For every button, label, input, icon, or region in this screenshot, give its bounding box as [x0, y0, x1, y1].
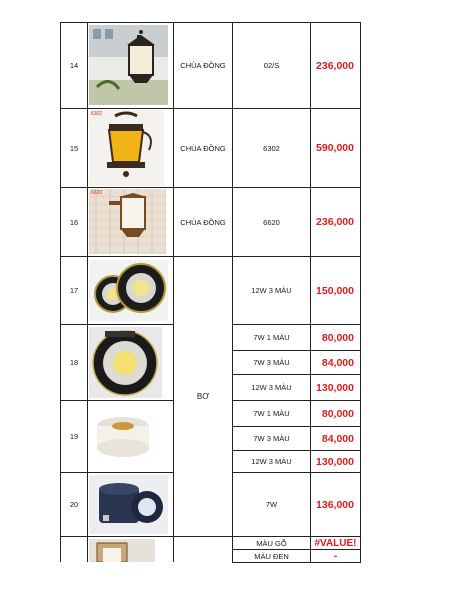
category-cell: CHÙA ĐỒNG	[180, 61, 226, 70]
price-cell: 84,000	[321, 356, 354, 369]
spec-cell: MÀU ĐEN	[254, 551, 289, 561]
spec-cell: 7W 3 MÀU	[253, 358, 290, 367]
row-number: 18	[69, 358, 79, 367]
wall-lantern-image	[89, 25, 168, 105]
row-number: 14	[69, 61, 79, 70]
downlight-image	[89, 327, 162, 398]
row-number: 15	[69, 143, 79, 153]
row-number: 17	[69, 286, 79, 295]
spec-cell: 12W 3 MÀU	[251, 383, 292, 392]
price-cell: 130,000	[316, 455, 354, 468]
spec-cell: 7W	[265, 500, 278, 509]
spec-cell: MÀU GỖ	[256, 538, 287, 548]
price-cell: 236,000	[316, 59, 354, 72]
category-cell: CHÙA ĐỒNG	[180, 217, 226, 227]
spec-cell: 6620	[263, 217, 280, 227]
price-cell: 80,000	[321, 407, 354, 420]
merged-category-cell: BƠ	[196, 392, 210, 401]
category-cell: CHÙA ĐỒNG	[180, 143, 226, 153]
price-cell: #VALUE!	[314, 537, 357, 549]
spec-cell: 7W 1 MÀU	[253, 409, 290, 418]
price-cell: 150,000	[316, 284, 354, 297]
spec-cell: 12W 3 MÀU	[251, 457, 292, 466]
price-cell: 80,000	[321, 331, 354, 344]
image-caption: 6620	[91, 190, 103, 196]
row-number: 16	[69, 217, 79, 227]
price-cell: -	[333, 550, 338, 562]
spec-cell: 7W 1 MÀU	[253, 333, 290, 342]
spec-cell: 12W 3 MÀU	[251, 286, 292, 295]
surface-downlight-image	[89, 475, 168, 534]
table-border	[87, 22, 88, 562]
table-border	[232, 562, 361, 563]
ceiling-light-image	[89, 539, 155, 562]
spec-cell: 02/S	[263, 61, 280, 70]
price-cell: 136,000	[316, 498, 354, 511]
spec-cell: 7W 3 MÀU	[253, 434, 290, 443]
row-number: 20	[69, 500, 79, 509]
price-cell: 84,000	[321, 432, 354, 445]
wall-lantern-image	[89, 189, 166, 254]
row-number: 19	[69, 432, 79, 441]
spec-cell: 6302	[263, 143, 280, 153]
surface-downlight-image	[89, 404, 162, 468]
price-cell: 590,000	[316, 142, 354, 154]
wall-lantern-image	[89, 110, 164, 186]
downlight-image	[89, 260, 168, 321]
image-caption: 6302	[91, 111, 103, 117]
table-border	[360, 22, 361, 562]
price-cell: 130,000	[316, 381, 354, 394]
price-cell: 236,000	[316, 216, 354, 228]
